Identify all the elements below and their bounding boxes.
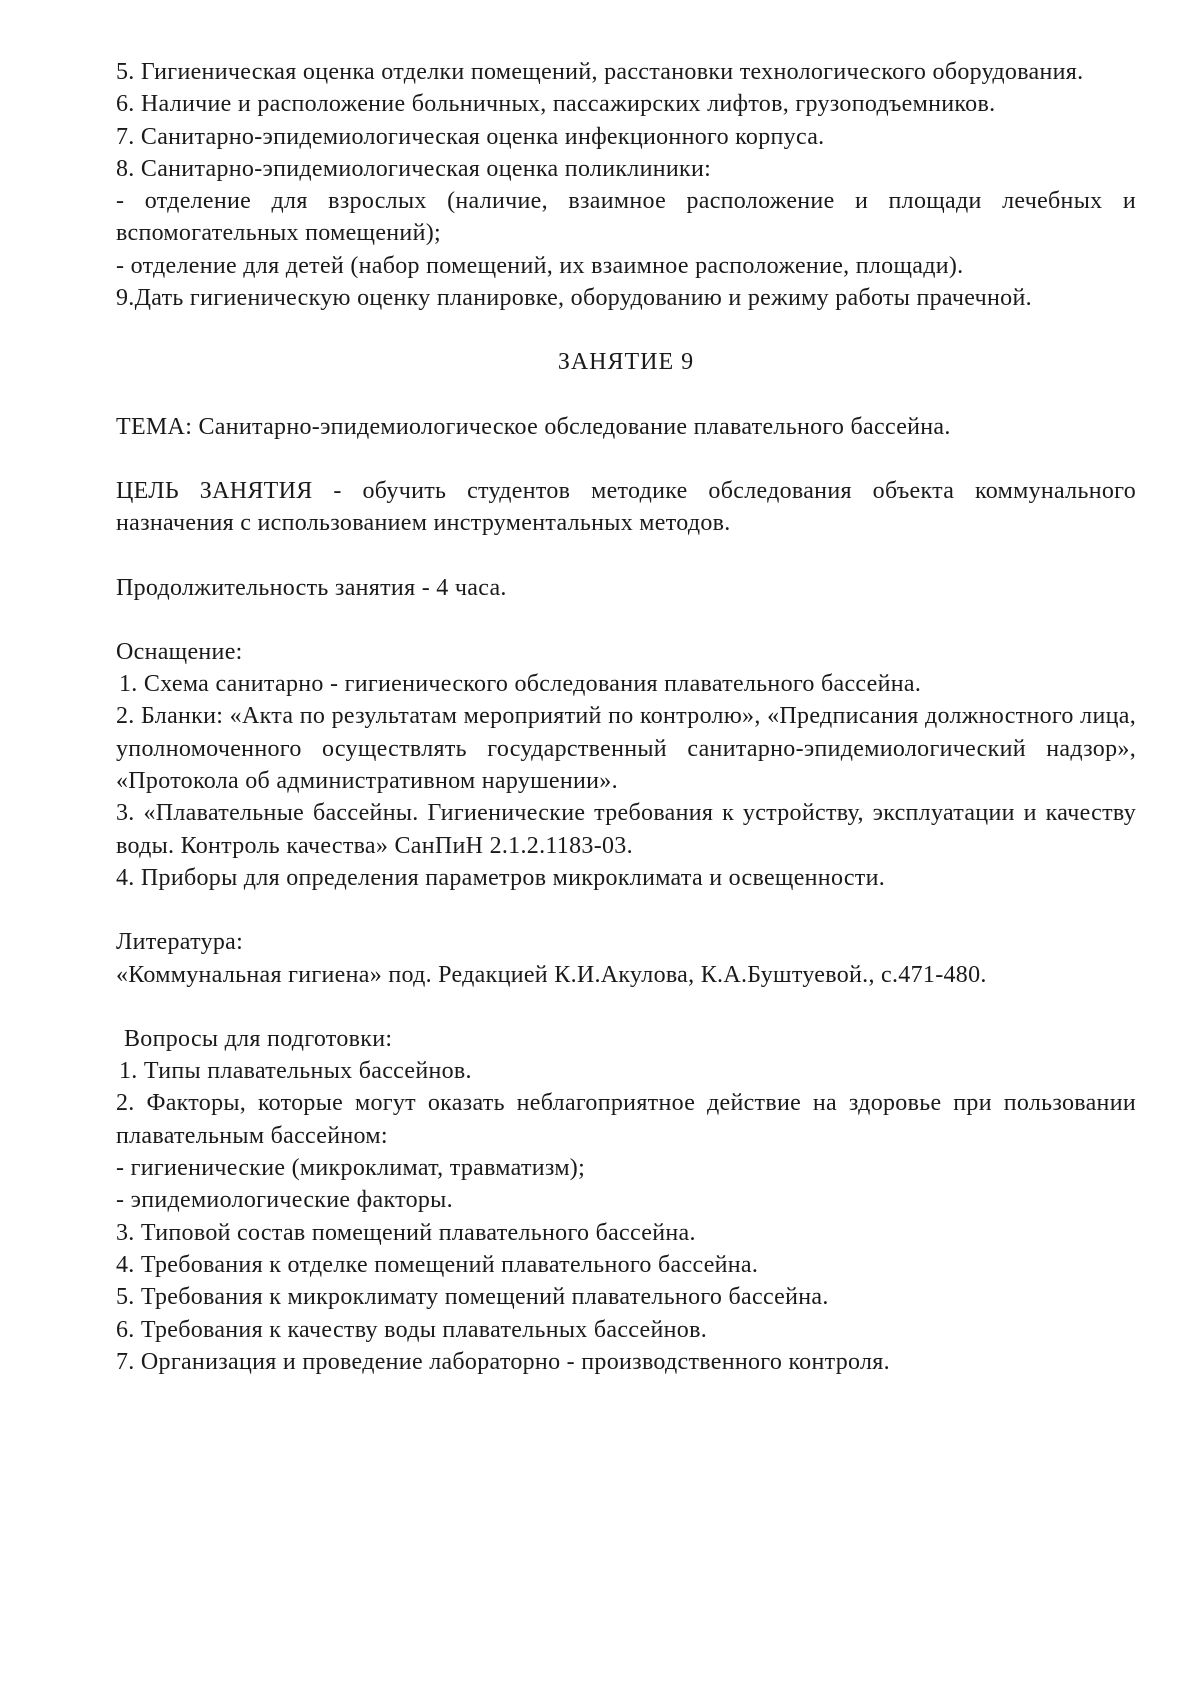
list-item: 2. Факторы, которые могут оказать неблагоприятное действие на здоровье при пользовании плавательным бассейном: (116, 1090, 1136, 1149)
list-item: - отделение для детей (набор помещений, их взаимное расположение, площади). (116, 252, 964, 279)
list-item: 7. Санитарно-эпидемиологическая оценка инфекционного корпуса. (116, 123, 825, 150)
equipment-heading: Оснащение: (116, 638, 243, 665)
questions-heading: Вопросы для подготовки: (124, 1025, 393, 1052)
literature-reference: «Коммунальная гигиена» под. Редакцией К.И.Акулова, К.А.Буштуевой., с.471-480. (116, 961, 987, 988)
list-item: 3. Типовой состав помещений плавательного бассейна. (116, 1219, 696, 1246)
list-item: 7. Организация и проведение лабораторно - производственного контроля. (116, 1348, 890, 1375)
lesson-goal: ЦЕЛЬ ЗАНЯТИЯ - обучить студентов методике обследования объекта коммунального назначения с использованием инструментальных методов. (116, 477, 1136, 537)
questions-list (116, 1055, 1136, 1378)
lesson-heading: ЗАНЯТИЕ 9 (557, 349, 695, 376)
literature-heading: Литература: (116, 929, 244, 956)
list-item: 9.Дать гигиеническую оценку планировке, оборудованию и режиму работы прачечной. (116, 285, 1032, 312)
list-item: 5. Требования к микроклимату помещений плавательного бассейна. (116, 1284, 829, 1311)
document-page (116, 56, 1136, 1378)
list-item: 2. Бланки: «Акта по результатам мероприятий по контролю», «Предписания должностного лица, уполномоченного осуществлять государственный санитарно-эпидемиологический надзор», «Протокола об административном нарушении». (116, 703, 1136, 795)
top-list (116, 56, 1136, 314)
list-item: 1. Схема санитарно - гигиенического обследования плавательного бассейна. (119, 671, 922, 698)
list-item: 6. Требования к качеству воды плавательных бассейнов. (116, 1316, 708, 1343)
list-item: 3. «Плавательные бассейны. Гигиенические требования к устройству, эксплуатации и качеству воды. Контроль качества» СанПиН 2.1.2.1183-03. (116, 800, 1136, 859)
equipment-list (116, 668, 1136, 894)
list-item: - гигиенические (микроклимат, травматизм); (116, 1155, 586, 1182)
topic: ТЕМА: Санитарно-эпидемиологическое обследование плавательного бассейна. (116, 413, 951, 440)
list-item: 8. Санитарно-эпидемиологическая оценка поликлиники: (116, 155, 712, 182)
list-item: 6. Наличие и расположение больничных, пассажирских лифтов, грузоподъемников. (116, 91, 996, 118)
duration: Продолжительность занятия - 4 часа. (116, 574, 507, 601)
list-item: 1. Типы плавательных бассейнов. (119, 1058, 472, 1085)
list-item: 5. Гигиеническая оценка отделки помещений, расстановки технологического оборудования. (116, 59, 1084, 85)
list-item: 4. Требования к отделке помещений плавательного бассейна. (116, 1251, 759, 1278)
list-item: - отделение для взрослых (наличие, взаимное расположение и площади лечебных и вспомогательных помещений); (116, 188, 1136, 247)
list-item: - эпидемиологические факторы. (116, 1187, 453, 1214)
list-item: 4. Приборы для определения параметров микроклимата и освещенности. (116, 864, 886, 891)
